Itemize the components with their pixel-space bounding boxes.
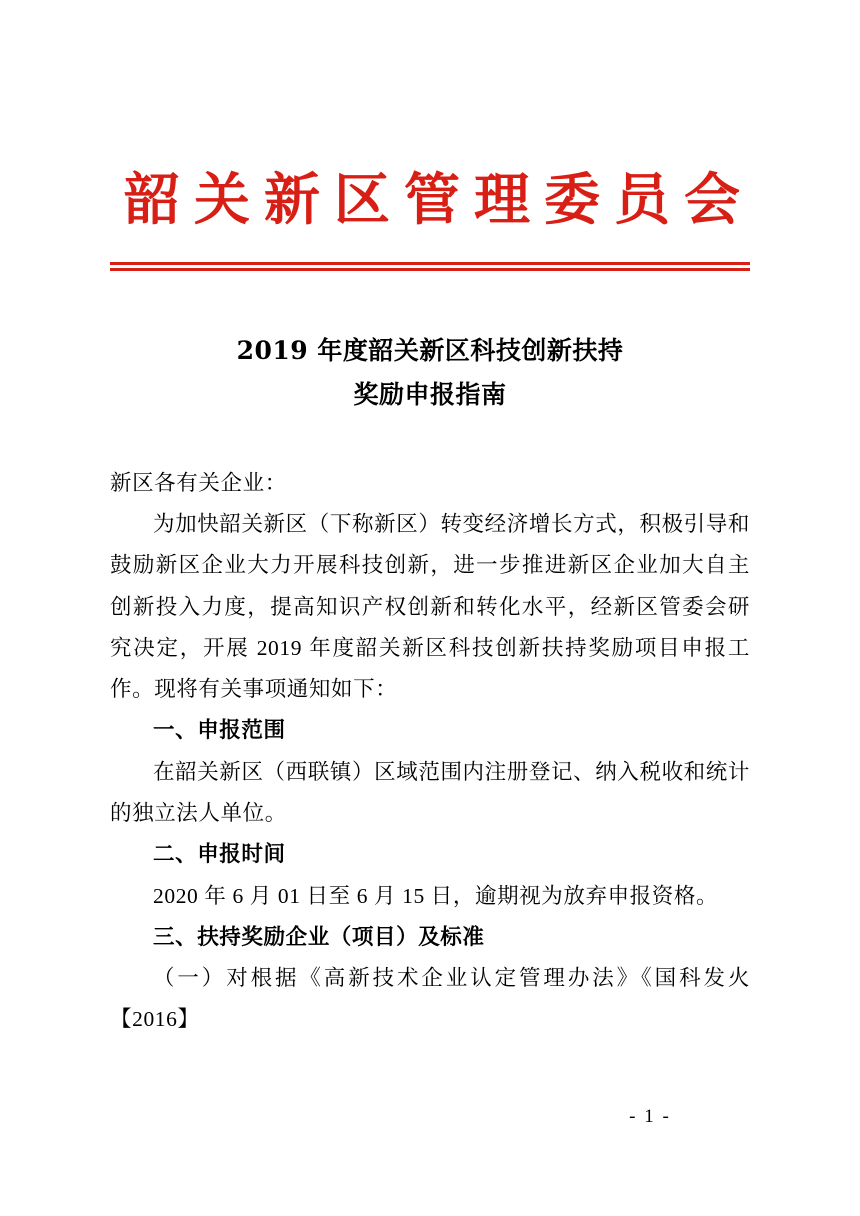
document-title-line-2: 奖励申报指南 xyxy=(353,380,507,410)
document-title-line-1: 2019 年度韶关新区科技创新扶持 xyxy=(236,336,624,366)
issuing-organization-title: 韶关新区管理委员会 xyxy=(124,167,754,233)
salutation: 新区各有关企业： xyxy=(110,470,287,495)
document-body xyxy=(110,463,750,1041)
section-heading-3: 三、扶持奖励企业（项目）及标准 xyxy=(153,924,485,950)
page-number: - 1 - xyxy=(629,1106,671,1127)
section-heading-2: 二、申报时间 xyxy=(153,842,286,868)
section-body-3: （一）对根据《高新技术企业认定管理办法》《国科发火【2016】 xyxy=(110,966,750,1032)
section-body-1: 在韶关新区（西联镇）区域范围内注册登记、纳入税收和统计的独立法人单位。 xyxy=(110,759,750,826)
masthead-divider xyxy=(110,262,750,271)
intro-paragraph: 为加快韶关新区（下称新区）转变经济增长方式，积极引导和鼓励新区企业大力开展科技创新，进一步推进新区企业加大自主创新投入力度，提高知识产权创新和转化水平，经新区管委会研究决定，开展 2019 年度韶关新区科技创新扶持奖励项目申报工作。现将有关事项通知如下： xyxy=(110,512,750,702)
section-heading-1: 一、申报范围 xyxy=(153,718,286,744)
masthead xyxy=(110,0,754,271)
section-body-2: 2020 年 6 月 01 日至 6 月 15 日，逾期视为放弃申报资格。 xyxy=(153,883,719,908)
document-title xyxy=(110,329,750,417)
